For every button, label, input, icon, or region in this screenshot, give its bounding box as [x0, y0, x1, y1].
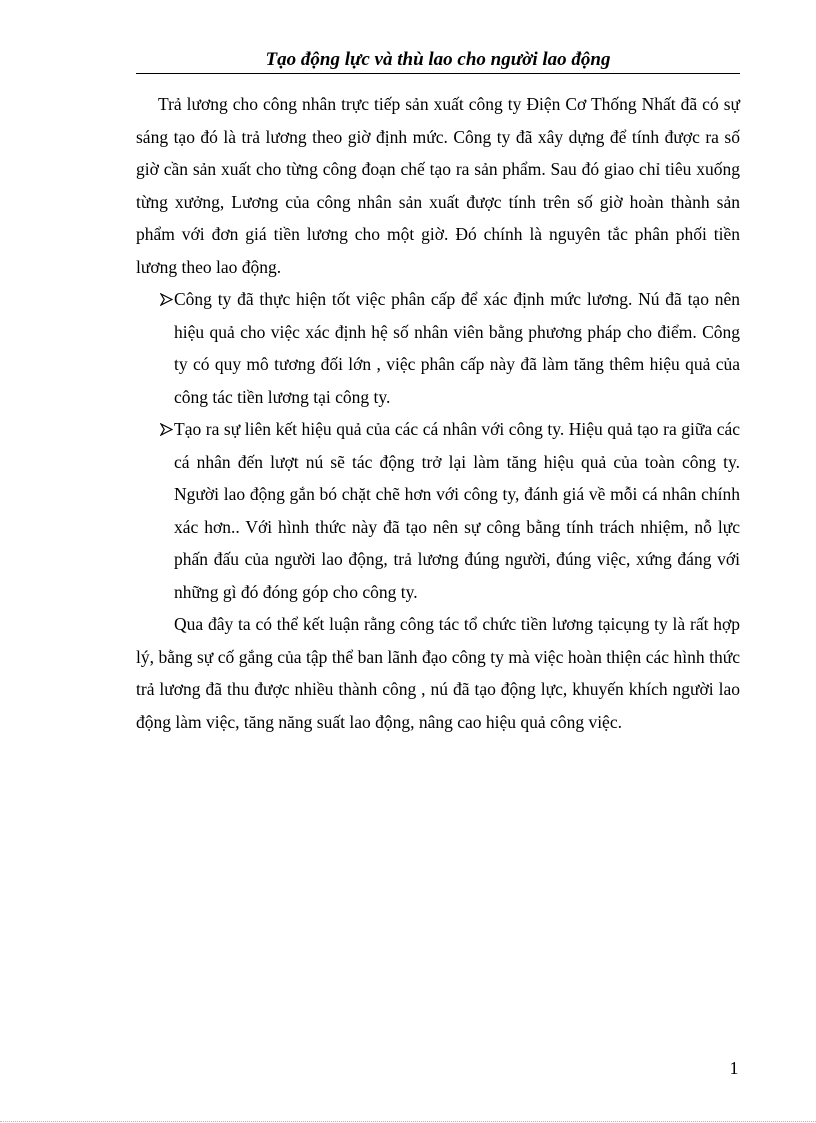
header-divider: [136, 73, 740, 74]
document-body: [136, 88, 740, 738]
arrowhead-bullet-icon: [160, 283, 174, 316]
body-paragraph: Trả lương cho công nhân trực tiếp sản xuất công ty Điện Cơ Thống Nhất đã có sự sáng tạo đó là trả lương theo giờ định mức. Công ty đã xây dựng để tính được ra số giờ cần sản xuất cho từng công đoạn chế tạo ra sản phẩm. Sau đó giao chỉ tiêu xuống từng xưởng, Lương của công nhân sản xuất được tính trên số giờ hoàn thành sản phẩm với đơn giá tiền lương cho một giờ. Đó chính là nguyên tắc phân phối tiền lương theo lao động.: [136, 94, 740, 277]
arrowhead-bullet-icon: [160, 413, 174, 446]
bullet-item: [136, 283, 740, 413]
page-edge-divider: [0, 1121, 816, 1122]
bullet-item: [136, 413, 740, 608]
page-number: 1: [729, 1058, 739, 1078]
running-header-title: Tạo động lực và thù lao cho người lao động: [265, 49, 611, 70]
bullet-text: Công ty đã thực hiện tốt việc phân cấp để xác định mức lương. Nú đã tạo nên hiệu quả cho việc xác định hệ số nhân viên bằng phương pháp cho điểm. Công ty có quy mô tương đối lớn , việc phân cấp này đã làm tăng thêm hiệu quả của công tác tiền lương tại công ty.: [174, 289, 740, 407]
bullet-text: Tạo ra sự liên kết hiệu quả của các cá nhân với công ty. Hiệu quả tạo ra giữa các cá nhân đến lượt nú sẽ tác động trở lại làm tăng hiệu quả của toàn công ty. Người lao động gắn bó chặt chẽ hơn với công ty, đánh giá về mỗi cá nhân chính xác hơn.. Với hình thức này đã tạo nên sự công bằng tính trách nhiệm, nỗ lực phấn đấu của người lao động, trả lương đúng người, đúng việc, xứng đáng với những gì đó đóng góp cho công ty.: [174, 419, 740, 602]
body-paragraph: Qua đây ta có thể kết luận rằng công tác tổ chức tiền lương tạicụng ty là rất hợp lý, bằng sự cố gắng của tập thể ban lãnh đạo công ty mà việc hoàn thiện các hình thức trả lương đã thu được nhiều thành công , nú đã tạo động lực, khuyến khích người lao động làm việc, tăng năng suất lao động, nâng cao hiệu quả công việc.: [136, 614, 740, 732]
